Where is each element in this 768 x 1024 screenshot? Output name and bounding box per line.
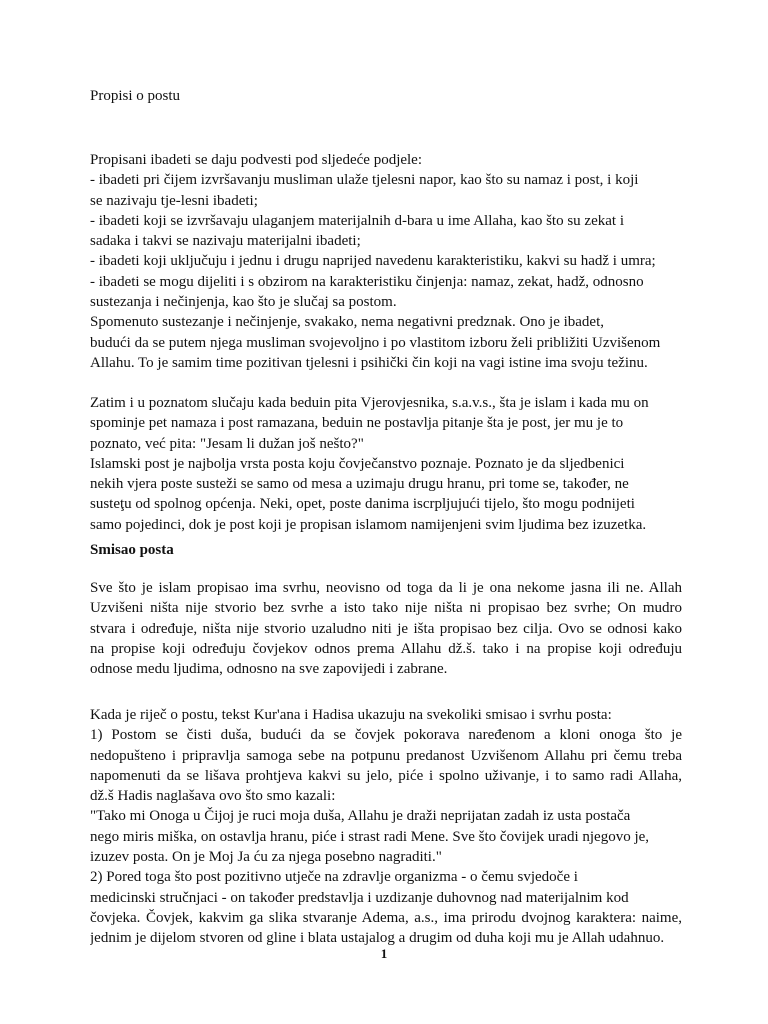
text-line: Spomenuto sustezanje i nečinjenje, svakako, nema negativni predznak. Ono je ibadet, (90, 314, 605, 331)
document-title: Propisi o postu (90, 88, 181, 104)
text-line: dž.š Hadis naglašava ovo što smo kazali: (90, 788, 336, 805)
text-line: stvara i određuje, ništa nije stvorio uzaludno niti je išta propisao bez cilja. Ovo se odnosi kako (90, 620, 682, 637)
text-line: susteţu od spolnog općenja. Neki, opet, poste danima iscrpljujući tijelo, što mogu podnijeti (90, 496, 635, 513)
text-line: nego miris miška, on ostavlja hranu, piće i strast radi Mene. Sve što čovijek uradi njegovo je, (90, 828, 650, 845)
text-line: jednim je dijelom stvoren od gline i blata ustajalog a drugim od duha koji mu je Allah udahnuo. (90, 930, 665, 947)
text-line: na propise koji određuju čovjekov odnos prema Allahu dž.š. tako i na propise koji određuju (90, 640, 682, 657)
text-line: budući da se putem njega musliman svojevoljno i po vlastitom izboru želi približiti Uzvišenom (90, 334, 661, 351)
paragraph-beduin (90, 393, 682, 535)
section-heading: Smisao posta (90, 542, 174, 558)
text-line: nekih vjera poste susteži se samo od mesa a uzimaju drugu hranu, pri tome se, također, ne (90, 476, 629, 493)
text-line: - ibadeti koji uključuju i jednu i drugu naprijed navedenu karakteristiku, kakvi su hadž i umra; (90, 253, 656, 270)
text-line: poznato, već pita: "Jesam li dužan još nešto?" (90, 435, 364, 452)
text-line: samo pojedinci, dok je post koji je propisan islamom namijenjeni svim ljudima bez izuzetka. (90, 516, 647, 533)
text-line: Allahu. To je samim time pozitivan tjelesni i psihički čin koji na vagi istine ima svoju težinu. (90, 354, 648, 371)
paragraph-smisao (90, 578, 682, 679)
paragraph-ibadeti (90, 150, 682, 373)
text-line: Propisani ibadeti se daju podvesti pod sljedeće podjele: (90, 152, 423, 168)
page-number: 1 (380, 946, 388, 961)
text-line: 1) Postom se čisti duša, budući da se čovjek pokorava naređenom a kloni onoga što je (90, 727, 682, 744)
text-line: Uzvišeni ništa nije stvorio bez svrhe a isto tako nije ništa ni propisao bez svrhe; On mudro (90, 600, 682, 617)
text-line: nedopušteno i pripravlja samoga sebe na potpunu predanost Uzvišenom Allahu pri čemu treba (90, 747, 682, 764)
text-line: Zatim i u poznatom slučaju kada beduin pita Vjerovjesnika, s.a.v.s., šta je islam i kada mu on (90, 395, 649, 411)
text-line: - ibadeti se mogu dijeliti i s obzirom na karakteristiku činjenja: namaz, zekat, hadž, odnosno (90, 273, 644, 290)
text-line: - ibadeti pri čijem izvršavanju musliman ulaže tjelesni napor, kao što su namaz i post, i koji (90, 172, 639, 189)
text-line: napomenuti da se lišava prohtjeva kakvi su jelo, piće i spolno uživanje, i to samo radi Allaha, (90, 767, 682, 784)
text-line: medicinski stručnjaci - on također predstavlja i uzdizanje duhovnog nad materijalnim kod (90, 889, 629, 906)
text-line: Islamski post je najbolja vrsta posta koju čovječanstvo poznaje. Poznato je da sljedbenici (90, 455, 625, 472)
text-line: "Tako mi Onoga u Čijoj je ruci moja duša, Allahu je draži neprijatan zadah iz usta postača (90, 808, 631, 825)
text-line: Sve što je islam propisao ima svrhu, neovisno od toga da li je ona nekome jasna ili ne. Allah (90, 580, 682, 596)
text-line: 2) Pored toga što post pozitivno utječe na zdravlje organizma - o čemu svjedoče i (90, 869, 578, 886)
text-line: sustezanja i nečinjenja, kao što je slučaj sa postom. (90, 294, 397, 311)
text-line: izuzev posta. On je Moj Ja ću za njega posebno nagraditi." (90, 849, 442, 866)
text-line: - ibadeti koji se izvršavaju ulaganjem materijalnih d-bara u ime Allaha, kao što su zekat i (90, 212, 624, 229)
text-line: Kada je riječ o postu, tekst Kur'ana i Hadisa ukazuju na svekoliki smisao i svrhu posta: (90, 707, 612, 723)
text-line: sadaka i takvi se nazivaju materijalni ibadeti; (90, 233, 361, 250)
text-line: se nazivaju tje-lesni ibadeti; (90, 192, 258, 209)
text-line: odnose medu ljudima, odnosno na sve zapovijedi i zabrane. (90, 661, 448, 678)
text-line: spominje pet namaza i post ramazana, beduin ne postavlja pitanje šta je post, jer mu je to (90, 415, 624, 432)
paragraph-svrha-posta (90, 705, 682, 949)
text-line: čovjeka. Čovjek, kakvim ga slika stvaranje Adema, a.s., ima prirodu dvojnog karaktera: naime, (90, 909, 682, 926)
